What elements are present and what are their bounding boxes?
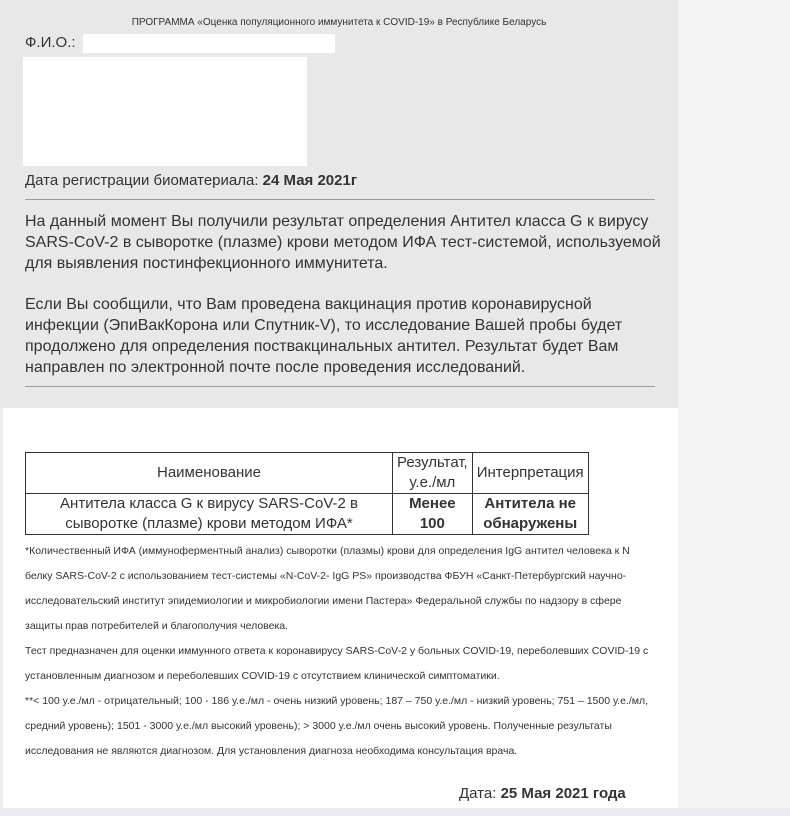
interpretation-line1: Антитела не [484, 495, 576, 512]
info-paragraph-1: На данный момент Вы получили результат определения Антител класса G к вирусу SARS-CoV-2 в сыворотке (плазме) крови методом ИФА тест-системой, используемой для выявления постинфекционного иммунитета. [25, 213, 661, 272]
registration-date: 24 Мая 2021г [262, 172, 358, 189]
footnote-levels: **< 100 у.е./мл - отрицательный; 100 - 186 у.е./мл - очень низкий уровень; 187 – 750 у.е./мл - низкий уровень; 751 – 1500 у.е./мл, средний уровень); 1501 - 3000 у.е./мл высокий уровень); > 3000 у.е./мл очень высокий уровень. Полученные результаты исследования не являются диагнозом. Для установления диагноза необходима консультация врача. [25, 695, 649, 757]
bottom-margin [0, 808, 790, 816]
registration-date-line [25, 172, 357, 189]
fio-label: Ф.И.О.: [25, 34, 76, 51]
cell-test-name [26, 494, 393, 535]
right-margin [678, 0, 790, 816]
program-title: ПРОГРАММА «Оценка популяционного иммунитета к COVID-19» в Республике Беларусь [131, 17, 547, 28]
patient-details-redacted [23, 57, 307, 166]
footnotes [25, 539, 660, 764]
header-name: Наименование [26, 453, 393, 494]
footnote-method: *Количественный ИФА (иммуноферментный анализ) сыворотки (плазмы) крови для определения IgG антител человека к N белку SARS-CoV-2 с использованием тест-системы «N-CoV-2- IgG PS» производства ФБУН «Санкт-Петербургский научно-исследовательский институт эпидемиологии и микробиологии имени Пастера» Федеральной службы по надзору в сфере защиты прав потребителей и благополучия человека. [25, 545, 630, 632]
test-name-line1: Антитела класса G к вирусу SARS-CoV-2 в [60, 495, 358, 512]
test-name-line2: сыворотке (плазме) крови методом ИФА* [65, 515, 353, 532]
registration-label: Дата регистрации биоматериала: [25, 172, 259, 189]
footnote-purpose: Тест предназначен для оценки иммунного ответа к коронавирусу SARS-CoV-2 у больных COVID-19, переболевших COVID-19 с установленным диагнозом и переболевших COVID-19 с отсутствием клинической симптоматики. [25, 645, 649, 682]
issue-date-label: Дата: [459, 785, 497, 802]
result-line2: 100 [419, 515, 445, 532]
issue-date: 25 Мая 2021 года [500, 785, 626, 802]
result-table [25, 452, 589, 535]
result-line1: Менее [409, 495, 456, 512]
table-header-row [26, 453, 589, 494]
fio-redacted [83, 34, 335, 53]
interpretation-line2: обнаружены [483, 515, 578, 532]
cell-result [393, 494, 473, 535]
header-result [393, 453, 473, 494]
cell-interpretation [472, 494, 588, 535]
divider-top [25, 199, 655, 200]
header-interpretation: Интерпретация [472, 453, 588, 494]
header-result-line1: Результат, [397, 454, 468, 471]
header-result-line2: у.е./мл [409, 474, 456, 491]
info-paragraph-2: Если Вы сообщили, что Вам проведена вакцинация против коронавирусной инфекции (ЭпиВакКорона или Спутник-V), то исследование Вашей пробы будет продолжено для определения поствакцинальных антител. Результат будет Вам направлен по электронной почте после проведения исследований. [25, 296, 623, 376]
table-row [26, 494, 589, 535]
divider-bottom [25, 386, 655, 387]
issue-date-line [459, 785, 626, 802]
